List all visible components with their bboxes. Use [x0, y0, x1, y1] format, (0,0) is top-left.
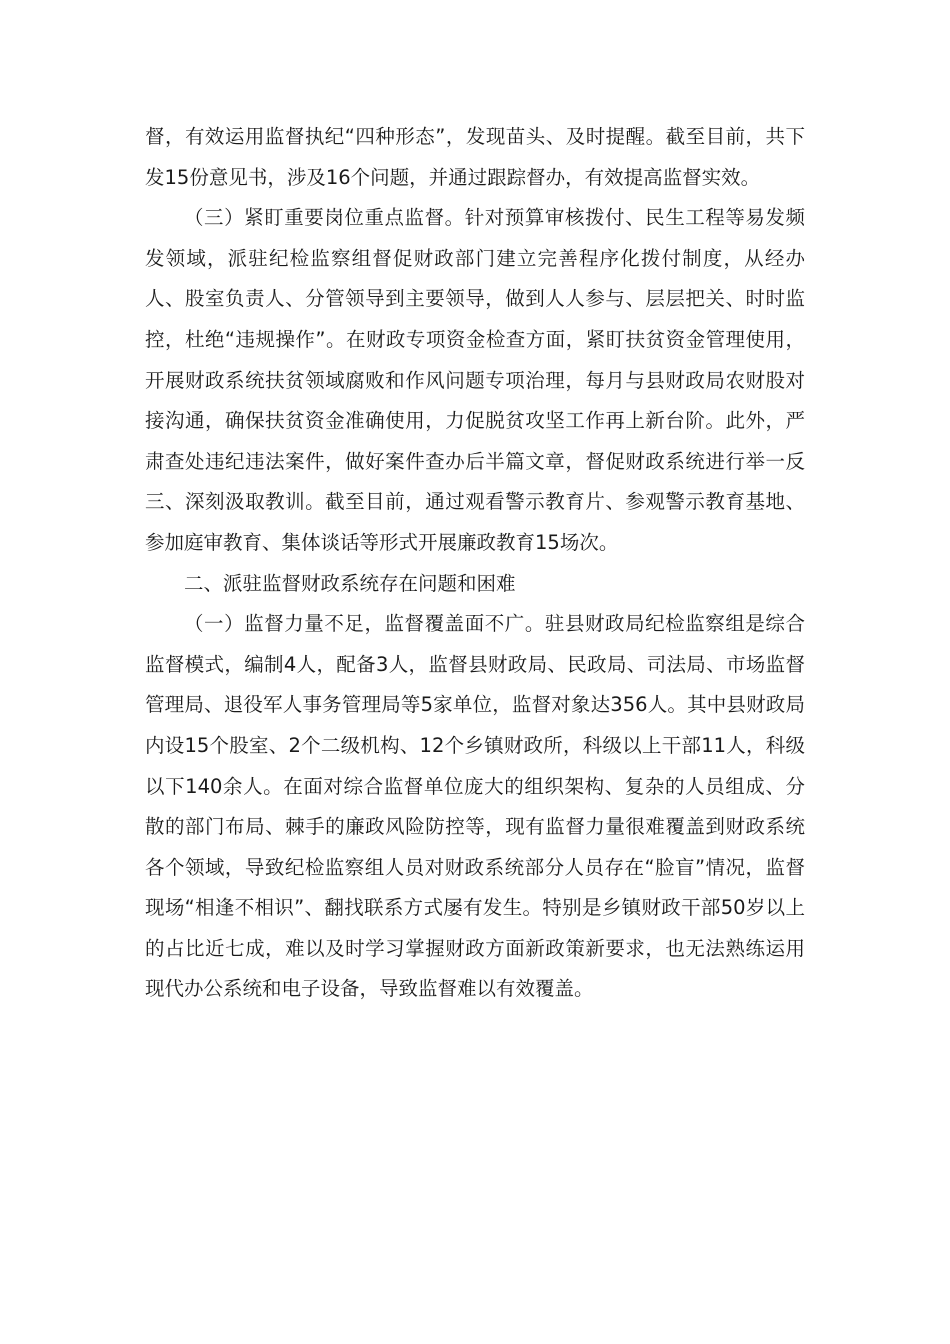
paragraph-insufficient-supervision-force: （一）监督力量不足，监督覆盖面不广。驻县财政局纪检监察组是综合监督模式，编制4人，配备3人，监督县财政局、民政局、司法局、市场监督管理局、退役军人事务管理局等5家单位，监督对象达356人。其中县财政局内设15个股室、2个二级机构、12个乡镇财政所，科级以上干部11人，科级以下140余人。在面对综合监督单位庞大的组织架构、复杂的人员组成、分散的部门布局、棘手的廉政风险防控等，现有监督力量很难覆盖到财政系统各个领域，导致纪检监察组人员对财政系统部分人员存在“脸盲”情况，监督现场“相逢不相识”、翻找联系方式屡有发生。特别是乡镇财政干部50岁以上的占比近七成，难以及时学习掌握财政方面新政策新要求，也无法熟练运用现代办公系统和电子设备，导致监督难以有效覆盖。: [145, 612, 805, 1001]
paragraph-key-position-supervision: （三）紧盯重要岗位重点监督。针对预算审核拨付、民生工程等易发频发领域，派驻纪检监察组督促财政部门建立完善程序化拨付制度，从经办人、股室负责人、分管领导到主要领导，做到人人参与、层层把关、时时监控，杜绝“违规操作”。在财政专项资金检查方面，紧盯扶贫资金管理使用，开展财政系统扶贫领域腐败和作风问题专项治理，每月与县财政局农财股对接沟通，确保扶贫资金准确使用，力促脱贫攻坚工作再上新台阶。此外，严肃查处违纪违法案件，做好案件查办后半篇文章，督促财政系统进行举一反三、深刻汲取教训。截至目前，通过观看警示教育片、参观警示教育基地、参加庭审教育、集体谈话等形式开展廉政教育15场次。: [145, 206, 805, 554]
document-body: [145, 117, 805, 1010]
paragraph-continued-supervision: 督，有效运用监督执纪“四种形态”，发现苗头、及时提醒。截至目前，共下发15份意见书，涉及16个问题，并通过跟踪督办，有效提高监督实效。: [145, 125, 805, 189]
section-heading-problems: 二、派驻监督财政系统存在问题和困难: [184, 571, 516, 595]
